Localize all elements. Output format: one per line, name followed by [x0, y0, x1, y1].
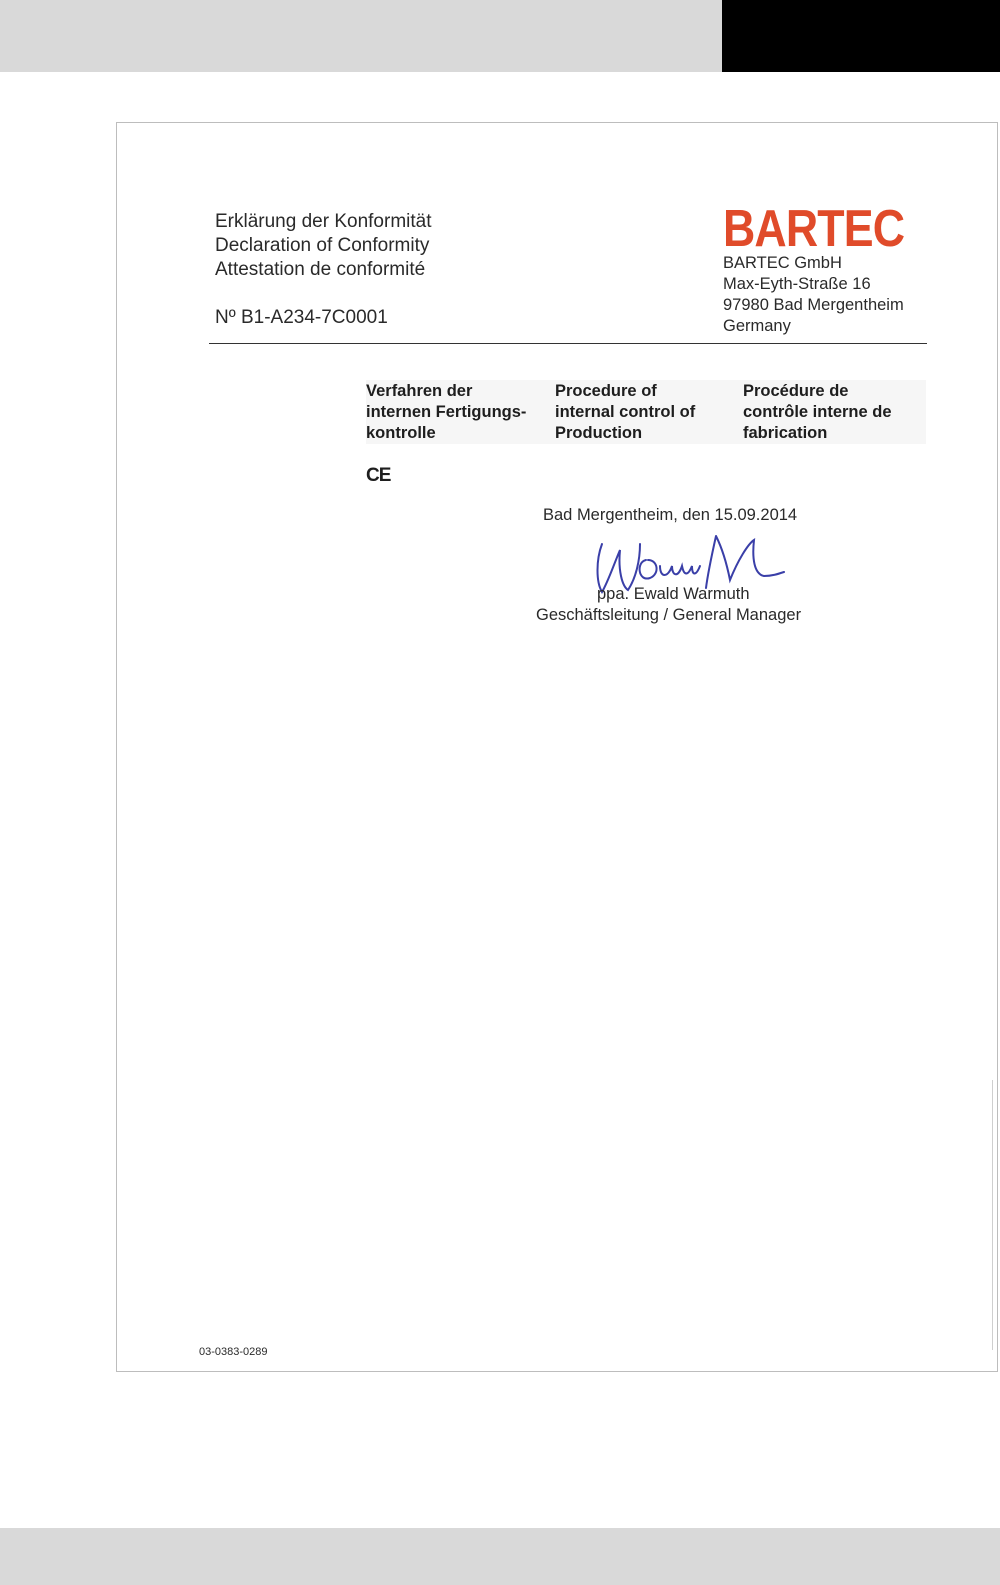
address-line: Max-Eyth-Straße 16 [723, 275, 871, 293]
form-code: 03-0383-0289 [199, 1346, 268, 1358]
procedure-fr-line: Procédure de [743, 382, 849, 400]
procedure-de-line: kontrolle [366, 424, 436, 442]
page-edge-line [992, 1080, 993, 1350]
procedure-de [366, 381, 526, 444]
document-number [215, 307, 388, 329]
signature-stroke [640, 560, 700, 579]
procedure-fr [743, 381, 892, 444]
number-prefix: Nº [215, 307, 236, 328]
procedure-de-line: internen Fertigungs- [366, 403, 527, 421]
title-line-en: Declaration of Conformity [215, 235, 430, 256]
signer-title: Geschäftsleitung / General Manager [536, 606, 802, 624]
procedure-en-line: internal control of [555, 403, 696, 421]
address-line: Germany [723, 317, 791, 335]
procedure-en-line: Procedure of [555, 382, 657, 400]
ce-mark-icon: CE [366, 465, 391, 486]
signer-name: ppa. Ewald Warmuth [597, 585, 750, 603]
signature-stroke [706, 536, 784, 588]
title-line-de: Erklärung der Konformität [215, 211, 432, 232]
procedure-fr-line: contrôle interne de [743, 403, 892, 421]
document-title [215, 210, 432, 282]
address-line: BARTEC GmbH [723, 254, 842, 272]
footer-bar [0, 1528, 1000, 1585]
procedure-fr-line: fabrication [743, 424, 828, 442]
procedure-en-line: Production [555, 424, 643, 442]
procedure-de-line: Verfahren der [366, 382, 473, 400]
address-line: 97980 Bad Mergentheim [723, 296, 904, 314]
place-and-date: Bad Mergentheim, den 15.09.2014 [543, 506, 798, 524]
company-address [723, 253, 904, 337]
title-line-fr: Attestation de conformité [215, 259, 426, 280]
header-bar-dark-block [722, 0, 1000, 72]
number-value: B1-A234-7C0001 [240, 307, 388, 328]
header-divider [209, 343, 927, 344]
bartec-logo: BARTEC [723, 200, 905, 258]
procedure-en [555, 381, 695, 444]
header-bar [0, 0, 722, 72]
